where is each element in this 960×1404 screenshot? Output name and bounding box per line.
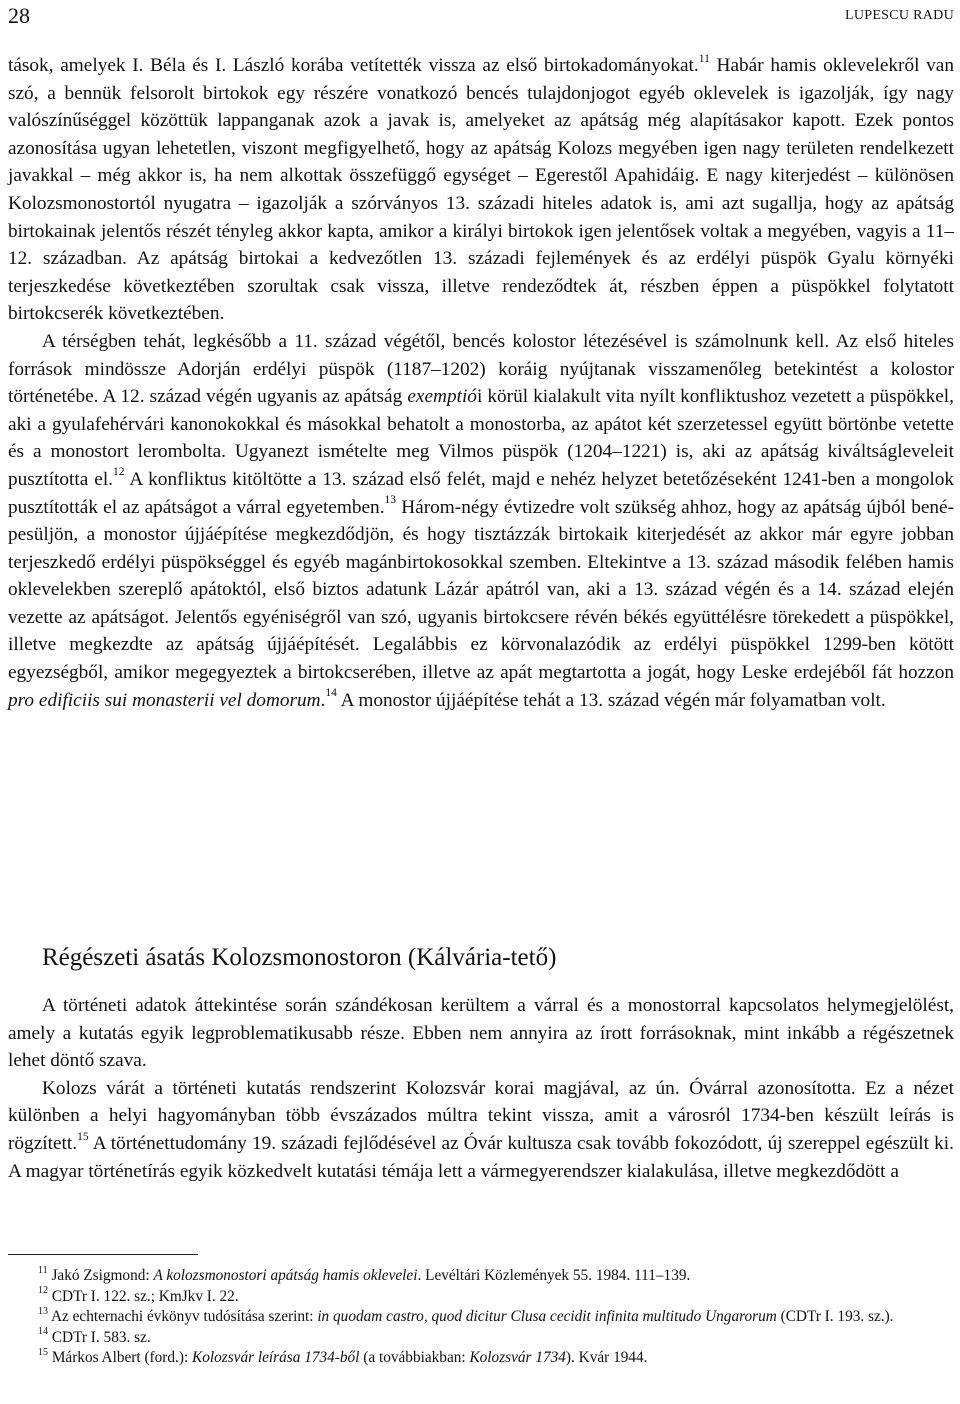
page-number: 28 [8, 3, 30, 28]
italic-text: Kolozsvár 1734 [469, 1349, 566, 1366]
italic-text: in quodam castro, quod dicitur Clusa cecidit infinita multitudo Ungarorum [317, 1308, 777, 1325]
footnote-number: 11 [38, 1264, 48, 1276]
footnote [8, 1307, 954, 1328]
text-run: A konfliktus kitöltötte a 13. század első felét, majd e nehéz helyzet betetőzéseként 1241-ben a mongolok pusztították el az apátságot a várral egyetemben. [8, 468, 954, 518]
text-run: . [320, 689, 326, 711]
footnote-number: 14 [38, 1326, 48, 1338]
text-run: Márkos Albert (ford.): [48, 1349, 193, 1366]
page-header [8, 3, 954, 31]
footnote [8, 1287, 954, 1308]
text-run: A monostor újjáépítése tehát a 13. század végén már folyamatban volt. [336, 689, 886, 711]
text-run: Három-négy évtizedre volt szükség ahhoz, hogy az apátság újból benépesüljön, a monostor újjáépítése megkezdődjön, és hogy tisztázzák birtokaik kiterjedését az akkor már egyre jobban terjeszkedő erdélyi püspökséggel és egyéb magánbirtokosokkal szemben. Eltekintve a 13. század második felében hamis oklevelekben szereplő apátoktól, első biztos adatunk Lázár apátról van, aki a 13. század végén és a 14. század elején vezette az apátságot. Jelentős egyéniségről van szó, ugyanis birtokcsere révén békés együttélésre törekedett a püspökkel, illetve megkezdte az apátság újjáépítését. Legalábbis ez körvonalazódik az erdélyi püspökkel 1299-ben kötött egyezségből, amikor megegyeztek a birtokcserében, illetve az apát megtartotta a jogát, hogy Leske erdejéből fát hozzon [8, 496, 955, 684]
footnote [8, 1348, 954, 1369]
text-run: (a továbbiakban: [359, 1349, 470, 1366]
text-run: tások, amelyek I. Béla és I. László korába vetítették vissza az első birtokadományokat. [8, 55, 699, 76]
text-run: A térségben tehát, legkésőbb a 11. század végétől, bencés kolostor létezésével is számolnunk kell. Az első hiteles források mindössze Adorján erdélyi püspök (1187–1202) koráig nyújtanak visszamenőleg betekintést a kolostor történetébe. A 12. század végén ugyanis az apátság [8, 330, 954, 408]
body-text [8, 52, 954, 714]
italic-text: exemptió [407, 386, 477, 408]
italic-text: pro edificiis sui monasterii vel domorum [8, 689, 321, 711]
footnote-number: 15 [38, 1346, 48, 1358]
running-head: LUPESCU RADU [844, 8, 954, 23]
paragraph [8, 328, 954, 714]
text-run: Habár hamis oklevelekről van szó, a bennük felsorolt birtokok egy részére vonatkozó bencés tulajdonjogot egyéb oklevelek is igazolják, így nagy valószínűséggel közöttük lappanganak azok a javak is, amelyeket az apátság még alapításakor kapott. Ezek pontos azonosítása ugyan lehetetlen, viszont megfigyelhető, hogy az apátság Kolozs megyében igen nagy területen rendelkezett javakkal – még akkor is, ha nem alkottak összefüggő egységet – Egerestől Apahidáig. E nagy kiterjedést – különösen Kolozsmonostortól nyugatra – igazolják a szórványos 13. századi hiteles adatok is, ami azt sugallja, hogy az apátság birtokainak jelentős részét tényleg akkor kapta, amikor a királyi birtokok igen jelentősek voltak a megyében, vagyis a 11–12. században. Az apátság birtokai a kedvezőtlen 13. századi fejlemények és az erdélyi püspök Gyalu környéki terjeszkedése következtében szorultak csak vissza, illetve rendeződtek át, részben éppen a püspökkel folytatott birtokcserék következtében. [8, 55, 954, 325]
text-run: ). Kvár 1944. [565, 1349, 648, 1366]
italic-text: Kolozsvár leírása 1734-ből [192, 1349, 360, 1366]
footnote-ref[interactable]: 14 [325, 687, 337, 700]
footnote [8, 1328, 954, 1349]
text-run: A történettudomány 19. századi fejlődésével az Óvár kultusza csak tovább fokozódott, új szereppel egészült ki. A magyar történetírás egyik közkedvelt kutatási témája lett a vármegyerendszer kialakulása, illetve megkezdődött a [8, 1132, 954, 1182]
footnote-number: 12 [38, 1285, 48, 1297]
italic-text: A kolozsmonostori apátság hamis oklevelei [153, 1267, 418, 1284]
footnote-number: 13 [38, 1305, 48, 1317]
footnote-ref[interactable]: 15 [77, 1130, 89, 1143]
text-run: (CDTr I. 193. sz.). [776, 1308, 894, 1325]
section-body [8, 992, 954, 1185]
text-run: i körül kialakult vita nyílt konfliktushoz vezetett a püspökkel, aki a gyulafehérvári kanonokokkal és másokkal behatolt a monostorba, az apátot két szerzetessel együtt börtönbe vetette és a monostort lerombolta. Ugyanezt ismételte meg Vilmos püspök (1204–1221) is, aki az apátság kiváltságleveleit pusztította el. [8, 386, 954, 490]
text-run: . Levéltári Közlemények 55. 1984. 111–139. [417, 1267, 691, 1284]
paragraph [8, 52, 954, 328]
footnote [8, 1266, 954, 1287]
section-heading: Régészeti ásatás Kolozsmonostoron (Kálvária-tető) [42, 944, 557, 971]
footnote-ref[interactable]: 13 [384, 494, 397, 507]
text-run: Az echternachi évkönyv tudósítása szerint: [48, 1308, 318, 1325]
text-run: A történeti adatok áttekintése során szándékosan kerültem a várral és a monostorral kapcsolatos helymegjelölést, amely a kutatás egyik legproblematikusabb része. Ebben nem annyira az írott forrásoknak, mint inkább a régészetnek lehet döntő szava. [8, 995, 954, 1072]
footnote-ref[interactable]: 11 [698, 52, 710, 65]
paragraph [8, 992, 954, 1075]
footnotes [8, 1266, 954, 1369]
text-run: Kolozs várát a történeti kutatás rendszerint Kolozsvár korai magjával, az ún. Óvárral azonosította. Ez a nézet különben a helyi hagyományban több évszázados múltra tekint vissza, amit a városról 1734-ben készült leírás is rögzített. [8, 1077, 954, 1154]
footnote-ref[interactable]: 12 [113, 466, 125, 479]
text-run: CDTr I. 583. sz. [48, 1328, 151, 1346]
footnote-divider [8, 1254, 198, 1255]
paragraph [8, 1075, 954, 1185]
text-run: CDTr I. 122. sz.; KmJkv I. 22. [48, 1287, 239, 1305]
text-run: Jakó Zsigmond: [47, 1267, 154, 1284]
